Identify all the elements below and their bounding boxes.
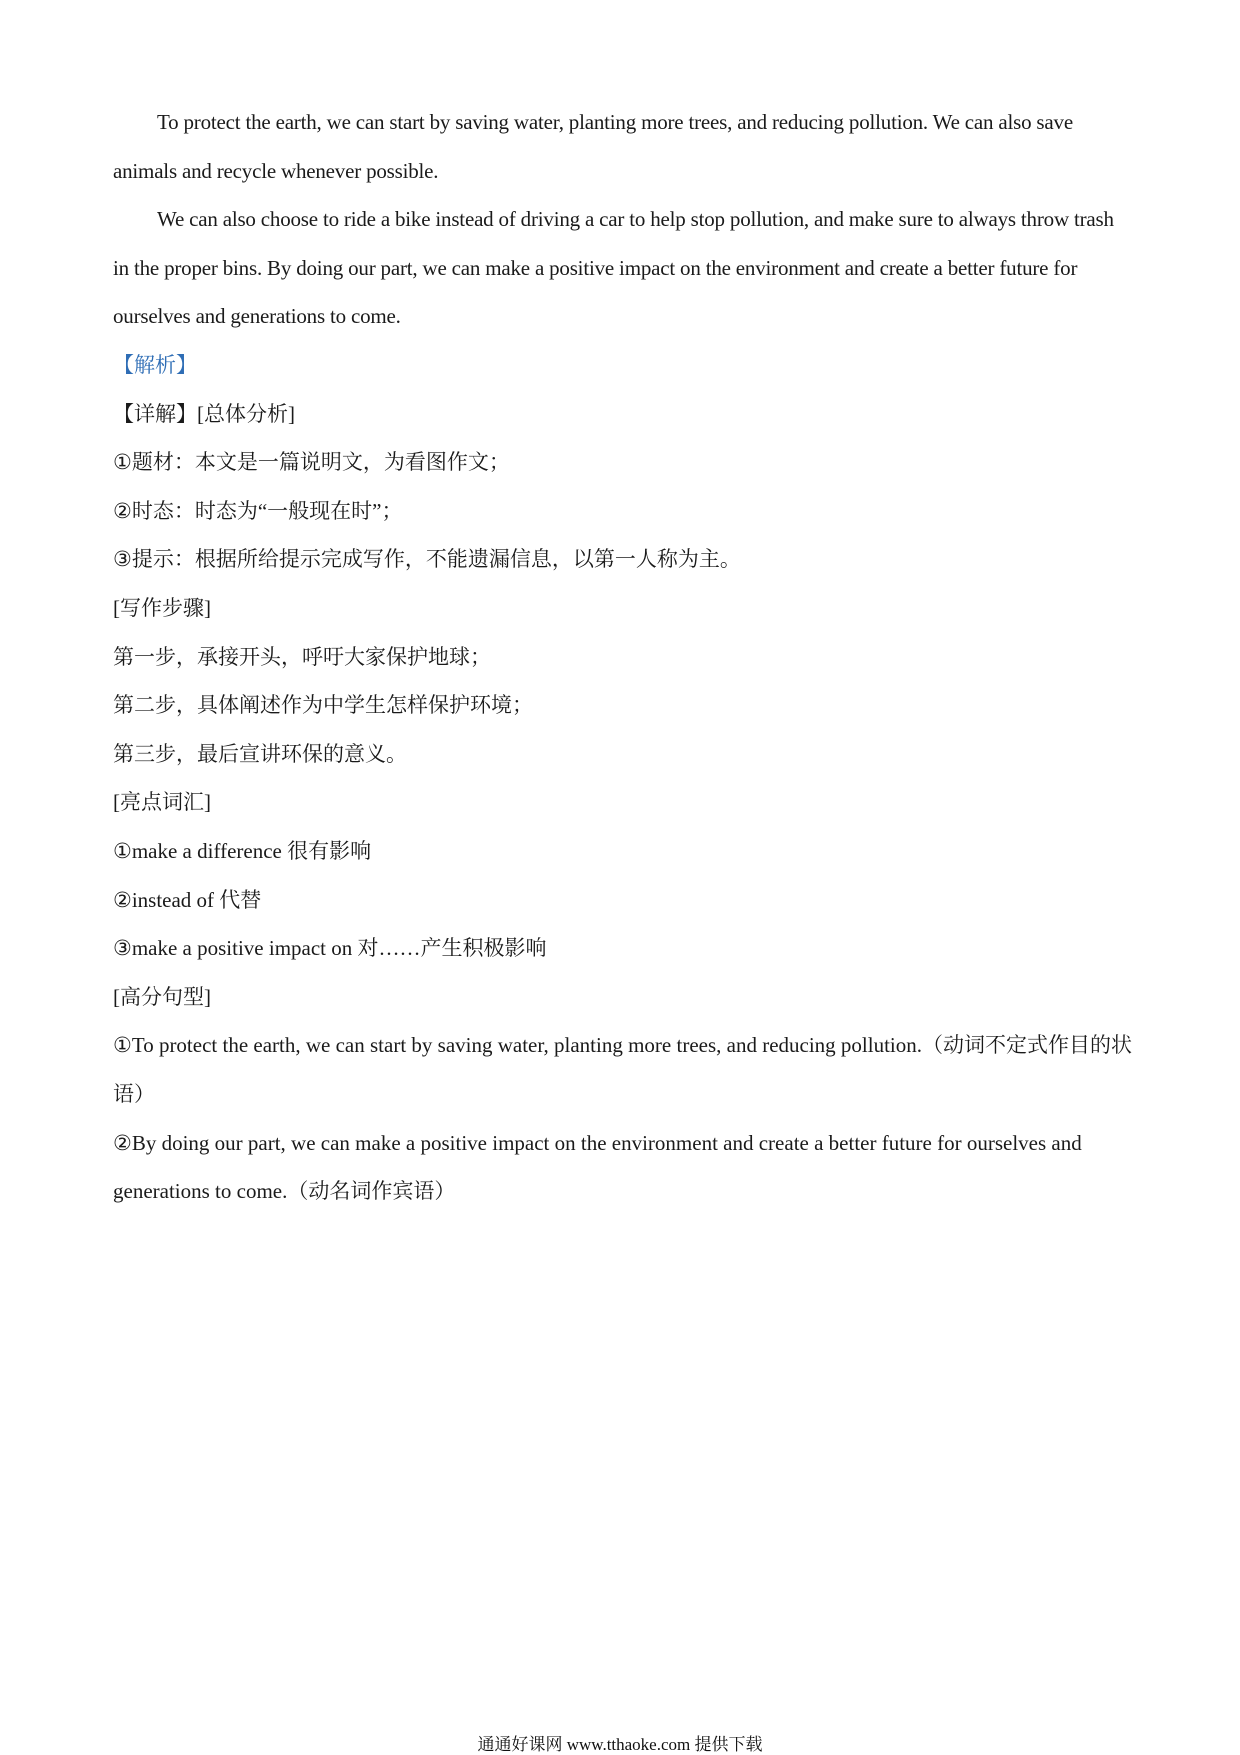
overview-item: ①题材：本文是一篇说明文，为看图作文； <box>113 450 510 475</box>
sentence-item: ①To protect the earth, we can start by saving water, planting more trees, and reducing pollution.（动词不定式作目的状语） <box>113 1033 1133 1106</box>
step-item: 第一步，承接开头，呼吁大家保护地球； <box>113 644 491 669</box>
steps-title: [写作步骤] <box>113 595 211 620</box>
overview-item: ②时态：时态为“一般现在时”； <box>113 498 403 523</box>
essay <box>113 98 1133 341</box>
vocab-item: ①make a difference 很有影响 <box>113 838 372 863</box>
vocab-item: ②instead of 代替 <box>113 887 262 912</box>
overview-item: ③提示：根据所给提示完成写作，不能遗漏信息，以第一人称为主。 <box>113 547 741 572</box>
essay-paragraph: To protect the earth, we can start by saving water, planting more trees, and reducing pollution. We can also save animals and recycle whenever possible. <box>113 110 1073 183</box>
step-item: 第三步，最后宣讲环保的意义。 <box>113 741 407 766</box>
analysis-section <box>113 341 1133 1216</box>
footer-source: 通通好课网 www.tthaoke.com 提供下载 <box>477 1735 763 1754</box>
detail-title: 【详解】[总体分析] <box>113 401 295 426</box>
sentence-item: ②By doing our part, we can make a positive impact on the environment and create a better future for ourselves and generations to come.（动名词作宾语） <box>113 1130 1082 1204</box>
step-item: 第二步，具体阐述作为中学生怎样保护环境； <box>113 693 533 718</box>
sentences-title: [高分句型] <box>113 984 211 1009</box>
essay-paragraph: We can also choose to ride a bike instead of driving a car to help stop pollution, and make sure to always throw trash in the proper bins. By doing our part, we can make a positive impact on the environment and create a better future for ourselves and generations to come. <box>113 207 1114 329</box>
analysis-heading: 【解析】 <box>113 353 197 377</box>
vocab-title: [亮点词汇] <box>113 790 211 815</box>
vocab-item: ③make a positive impact on 对……产生积极影响 <box>113 936 547 961</box>
